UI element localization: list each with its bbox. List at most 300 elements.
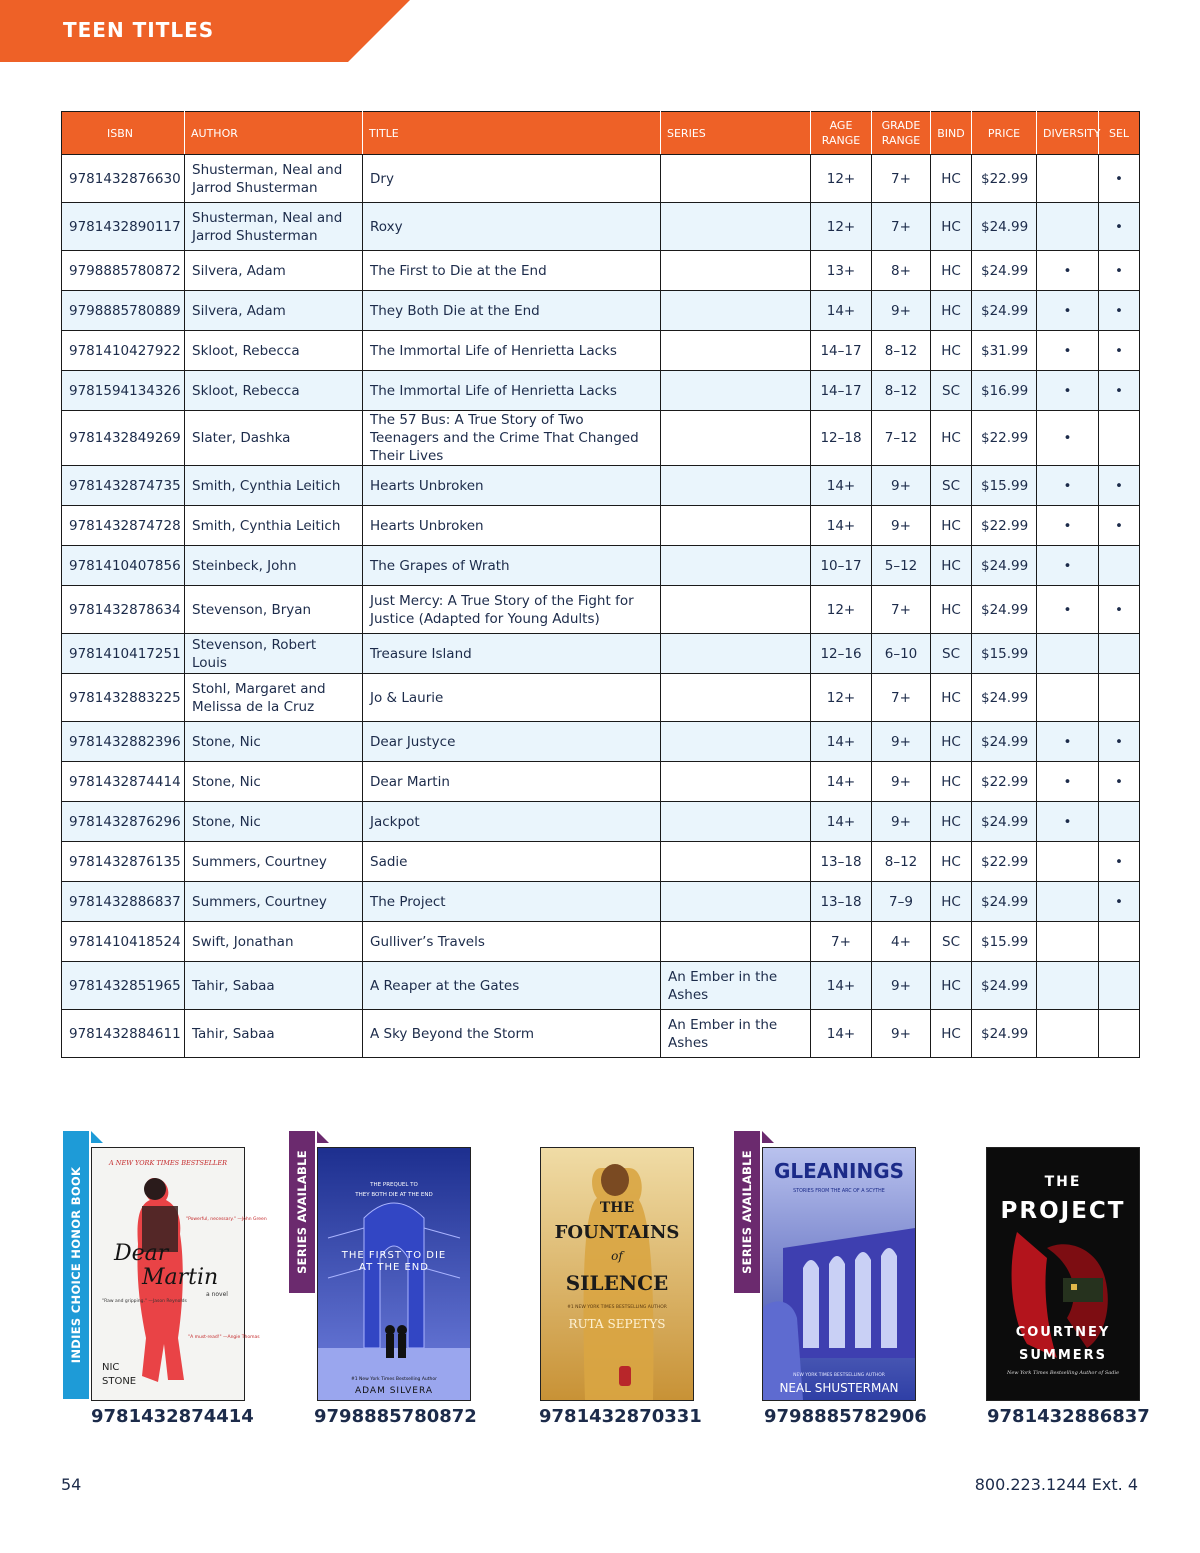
page-number: 54 [61,1475,82,1494]
cell-isbn: 9781432876296 [62,802,185,842]
cell-bind: HC [931,842,972,882]
cell-title: A Sky Beyond the Storm [363,1010,661,1058]
cell-sel: • [1099,722,1140,762]
cell-price: $15.99 [972,922,1037,962]
cell-bind: SC [931,371,972,411]
cover-art-first-to-die [318,1148,470,1400]
cell-age: 14+ [811,1010,872,1058]
cell-title: Hearts Unbroken [363,506,661,546]
cell-grade: 9+ [872,722,931,762]
cell-title: They Both Die at the End [363,291,661,331]
cell-price: $24.99 [972,203,1037,251]
table-row [62,411,1140,466]
cell-sel: • [1099,371,1140,411]
cell-age: 14+ [811,466,872,506]
table-row [62,546,1140,586]
cover-blurb-3: "A must-read!" —Angie Thomas [188,1335,260,1340]
cover-art-dear-martin [92,1148,267,1400]
cell-series [661,634,811,674]
cell-sel [1099,922,1140,962]
cell-diversity: • [1037,762,1099,802]
cell-author: Swift, Jonathan [185,922,363,962]
cell-diversity [1037,922,1099,962]
cell-bind: SC [931,922,972,962]
cell-grade: 9+ [872,1010,931,1058]
cell-age: 12+ [811,586,872,634]
cell-bind: HC [931,203,972,251]
cell-price: $22.99 [972,762,1037,802]
cell-series [661,331,811,371]
badge-corner-icon [89,1131,103,1143]
cell-author: Silvera, Adam [185,251,363,291]
cell-diversity [1037,674,1099,722]
cell-age: 12+ [811,203,872,251]
cell-sel [1099,962,1140,1010]
cell-grade: 9+ [872,466,931,506]
cell-isbn: 9781432874735 [62,466,185,506]
cell-bind: HC [931,251,972,291]
cell-isbn: 9781432878634 [62,586,185,634]
cover-byline: #1 New York Times Bestselling Author [350,1377,438,1382]
table-row [62,203,1140,251]
featured-isbn-5: 9781432886837 [987,1406,1150,1427]
cover-title-line1: THE [1044,1174,1082,1190]
cell-diversity [1037,1010,1099,1058]
featured-isbn-4: 9798885782906 [764,1406,927,1427]
cover-art-the-project [987,1148,1139,1400]
cell-author: Stone, Nic [185,802,363,842]
cell-isbn: 9781410418524 [62,922,185,962]
cell-sel: • [1099,466,1140,506]
cell-isbn: 9781432874728 [62,506,185,546]
cell-title: The Project [363,882,661,922]
cell-grade: 7–9 [872,882,931,922]
cell-price: $22.99 [972,506,1037,546]
cell-age: 14–17 [811,331,872,371]
cell-bind: HC [931,1010,972,1058]
table-row [62,155,1140,203]
cell-isbn: 9781432884611 [62,1010,185,1058]
cell-age: 14+ [811,722,872,762]
cell-series [661,546,811,586]
cell-isbn: 9781432849269 [62,411,185,466]
cell-grade: 9+ [872,506,931,546]
cell-bind: HC [931,291,972,331]
table-header-row [62,112,1140,155]
table-row [62,506,1140,546]
cover-byline: #1 NEW YORK TIMES BESTSELLING AUTHOR [567,1305,667,1310]
cell-age: 14+ [811,802,872,842]
cover-top-line1: THE PREQUEL TO [370,1182,418,1188]
cell-sel: • [1099,291,1140,331]
cover-author: RUTA SEPETYS [568,1317,666,1331]
cover-title-line2: PROJECT [1000,1198,1126,1224]
cell-series [661,291,811,331]
cell-diversity: • [1037,506,1099,546]
cell-sel [1099,674,1140,722]
cell-price: $22.99 [972,842,1037,882]
cover-dear-martin [91,1147,267,1401]
badge-corner-icon [315,1131,329,1143]
cell-age: 12–18 [811,411,872,466]
table-row [62,842,1140,882]
cell-diversity [1037,155,1099,203]
cover-first-to-die [317,1147,471,1401]
cell-bind: HC [931,802,972,842]
cell-series [661,155,811,203]
cell-isbn: 9798885780889 [62,291,185,331]
table-row [62,586,1140,634]
cell-author: Stone, Nic [185,762,363,802]
cell-isbn: 9781432876630 [62,155,185,203]
cell-sel: • [1099,155,1140,203]
cell-isbn: 9781432890117 [62,203,185,251]
cell-bind: HC [931,762,972,802]
cell-diversity [1037,962,1099,1010]
cell-isbn: 9781432883225 [62,674,185,722]
cell-grade: 4+ [872,922,931,962]
cover-blurb-2: "Raw and gripping." —Jason Reynolds [102,1299,187,1304]
table-row [62,371,1140,411]
cell-bind: SC [931,466,972,506]
cell-bind: HC [931,411,972,466]
cell-grade: 9+ [872,802,931,842]
table-row [62,922,1140,962]
column-header-sel: SEL [1099,112,1140,155]
cell-author: Slater, Dashka [185,411,363,466]
cell-diversity: • [1037,371,1099,411]
cell-isbn: 9781432874414 [62,762,185,802]
cell-title: Dear Martin [363,762,661,802]
cell-author: Stone, Nic [185,722,363,762]
cell-author: Stevenson, Robert Louis [185,634,363,674]
table-row [62,722,1140,762]
cell-sel [1099,411,1140,466]
featured-isbn-2: 9798885780872 [314,1406,477,1427]
table-row [62,251,1140,291]
cover-title-line4: SILENCE [565,1271,669,1295]
cell-grade: 7+ [872,203,931,251]
cell-author: Skloot, Rebecca [185,371,363,411]
cell-title: Sadie [363,842,661,882]
cell-grade: 7+ [872,155,931,203]
cell-author: Smith, Cynthia Leitich [185,506,363,546]
cell-isbn: 9781410427922 [62,331,185,371]
cover-blurb-1: "Powerful, necessary." —John Green [186,1217,267,1222]
cell-age: 14+ [811,762,872,802]
column-header-isbn: ISBN [62,112,185,155]
cell-bind: HC [931,155,972,203]
cell-diversity: • [1037,411,1099,466]
cell-title: The Grapes of Wrath [363,546,661,586]
cell-isbn: 9781432876135 [62,842,185,882]
badge-label: INDIES CHOICE HONOR BOOK [69,1166,83,1364]
cell-title: The 57 Bus: A True Story of Two Teenagers and the Crime That Changed Their Lives [363,411,661,466]
cell-series [661,882,811,922]
cell-age: 12+ [811,674,872,722]
table-row [62,962,1140,1010]
cell-grade: 7–12 [872,411,931,466]
cell-series [661,842,811,882]
cell-isbn: 9781432886837 [62,882,185,922]
badge-series-available [734,1131,760,1293]
cell-age: 14+ [811,962,872,1010]
cell-bind: HC [931,882,972,922]
cell-price: $24.99 [972,962,1037,1010]
cell-isbn: 9781410407856 [62,546,185,586]
table-body [62,155,1140,1058]
cell-sel [1099,634,1140,674]
cover-author: NEAL SHUSTERMAN [779,1381,899,1395]
table-row [62,762,1140,802]
cell-title: A Reaper at the Gates [363,962,661,1010]
phone-number: 800.223.1244 Ext. 4 [974,1475,1138,1494]
badge-label: SERIES AVAILABLE [740,1150,754,1274]
cell-author: Shusterman, Neal and Jarrod Shusterman [185,155,363,203]
cell-title: Treasure Island [363,634,661,674]
cell-sel: • [1099,203,1140,251]
cell-series [661,203,811,251]
cell-series [661,466,811,506]
cell-isbn: 9781594134326 [62,371,185,411]
cell-diversity [1037,842,1099,882]
cell-series [661,922,811,962]
table-row [62,331,1140,371]
cell-sel: • [1099,882,1140,922]
cover-author: ADAM SILVERA [355,1386,433,1396]
cell-price: $22.99 [972,411,1037,466]
cover-fountains-of-silence [540,1147,694,1401]
cell-diversity: • [1037,586,1099,634]
cover-byline: NEW YORK TIMES BESTSELLING AUTHOR [793,1373,885,1378]
column-header-bind: BIND [931,112,972,155]
cell-series [661,251,811,291]
table-row [62,634,1140,674]
cell-diversity: • [1037,251,1099,291]
cover-title: GLEANINGS [773,1159,905,1183]
cell-diversity [1037,634,1099,674]
cell-age: 13+ [811,251,872,291]
cell-sel [1099,802,1140,842]
cell-grade: 6–10 [872,634,931,674]
cell-price: $24.99 [972,291,1037,331]
cover-title-line2: Martin [142,1265,219,1290]
cell-grade: 5–12 [872,546,931,586]
cell-title: Jo & Laurie [363,674,661,722]
cover-author-line2: SUMMERS [1018,1348,1108,1363]
table-row [62,1010,1140,1058]
cell-series [661,722,811,762]
table-row [62,291,1140,331]
cell-age: 13–18 [811,842,872,882]
cell-sel: • [1099,762,1140,802]
cell-diversity [1037,203,1099,251]
cell-title: The Immortal Life of Henrietta Lacks [363,331,661,371]
badge-indies-choice [63,1131,89,1399]
featured-isbn-3: 9781432870331 [539,1406,702,1427]
cell-grade: 9+ [872,962,931,1010]
cell-bind: HC [931,331,972,371]
cell-sel: • [1099,586,1140,634]
cell-diversity: • [1037,466,1099,506]
cell-series: An Ember in the Ashes [661,962,811,1010]
cell-grade: 9+ [872,762,931,802]
cell-sel: • [1099,842,1140,882]
cell-title: The Immortal Life of Henrietta Lacks [363,371,661,411]
cover-title-line2: FOUNTAINS [554,1222,680,1243]
cell-series [661,371,811,411]
cell-price: $24.99 [972,674,1037,722]
cell-age: 14+ [811,506,872,546]
cell-author: Shusterman, Neal and Jarrod Shusterman [185,203,363,251]
cell-bind: HC [931,722,972,762]
cover-gleanings [762,1147,916,1401]
table-row [62,466,1140,506]
featured-isbn-1: 9781432874414 [91,1406,254,1427]
cover-top-line2: THEY BOTH DIE AT THE END [355,1192,433,1198]
cell-price: $24.99 [972,802,1037,842]
cell-sel [1099,546,1140,586]
cell-grade: 9+ [872,291,931,331]
cell-series [661,762,811,802]
column-header-grade-range: GRADE RANGE [872,112,931,155]
cover-title-line1: THE [599,1200,635,1216]
cell-isbn: 9781410417251 [62,634,185,674]
cell-grade: 8+ [872,251,931,291]
cell-age: 13–18 [811,882,872,922]
cell-grade: 7+ [872,586,931,634]
column-header-age-range: AGE RANGE [811,112,872,155]
cover-title-line2: AT THE END [359,1262,429,1273]
cell-grade: 8–12 [872,371,931,411]
cell-diversity: • [1037,802,1099,842]
cell-price: $24.99 [972,546,1037,586]
cell-age: 12–16 [811,634,872,674]
cover-title-line1: THE FIRST TO DIE [341,1250,447,1261]
cell-price: $24.99 [972,1010,1037,1058]
column-header-diversity: DIVERSITY [1037,112,1099,155]
cell-author: Steinbeck, John [185,546,363,586]
cell-price: $24.99 [972,722,1037,762]
cell-series [661,506,811,546]
cell-diversity: • [1037,331,1099,371]
cell-diversity: • [1037,546,1099,586]
cell-bind: SC [931,634,972,674]
cell-isbn: 9781432882396 [62,722,185,762]
cell-title: Jackpot [363,802,661,842]
cell-age: 12+ [811,155,872,203]
cover-title-line3: of [611,1249,623,1263]
cover-author-line1: NIC [102,1362,120,1373]
cell-bind: HC [931,674,972,722]
section-banner [0,0,410,62]
cell-price: $24.99 [972,586,1037,634]
cell-series [661,802,811,842]
badge-corner-icon [760,1131,774,1143]
cell-price: $22.99 [972,155,1037,203]
cell-grade: 8–12 [872,331,931,371]
cell-title: Dry [363,155,661,203]
cell-series: An Ember in the Ashes [661,1010,811,1058]
table-row [62,674,1140,722]
cell-isbn: 9798885780872 [62,251,185,291]
cell-author: Tahir, Sabaa [185,1010,363,1058]
cover-author-line2: STONE [102,1376,137,1387]
cell-age: 14–17 [811,371,872,411]
column-header-author: AUTHOR [185,112,363,155]
cell-diversity [1037,882,1099,922]
cell-title: Just Mercy: A True Story of the Fight for Justice (Adapted for Young Adults) [363,586,661,634]
cell-sel: • [1099,251,1140,291]
cover-byline: New York Times Bestselling Author of Sadie [1006,1370,1120,1376]
cell-title: The First to Die at the End [363,251,661,291]
cell-series [661,586,811,634]
cover-the-project [986,1147,1140,1401]
cell-title: Roxy [363,203,661,251]
cell-diversity: • [1037,722,1099,762]
cell-author: Smith, Cynthia Leitich [185,466,363,506]
cell-author: Silvera, Adam [185,291,363,331]
cell-diversity: • [1037,291,1099,331]
cell-price: $15.99 [972,634,1037,674]
cell-price: $16.99 [972,371,1037,411]
cell-price: $31.99 [972,331,1037,371]
cell-author: Summers, Courtney [185,842,363,882]
cover-subtitle: STORIES FROM THE ARC OF A SCYTHE [793,1189,885,1194]
cover-author-line1: COURTNEY [1015,1325,1111,1340]
cell-author: Stevenson, Bryan [185,586,363,634]
cell-price: $15.99 [972,466,1037,506]
table-row [62,882,1140,922]
cell-price: $24.99 [972,251,1037,291]
cell-age: 14+ [811,291,872,331]
column-header-series: SERIES [661,112,811,155]
section-title: TEEN TITLES [63,18,215,42]
cover-art-fountains [541,1148,693,1400]
table-row [62,802,1140,842]
cell-bind: HC [931,546,972,586]
cell-author: Stohl, Margaret and Melissa de la Cruz [185,674,363,722]
cell-isbn: 9781432851965 [62,962,185,1010]
cover-subtitle: a novel [206,1291,228,1298]
cell-sel: • [1099,331,1140,371]
cover-title-line1: Dear [114,1241,169,1266]
cell-author: Skloot, Rebecca [185,331,363,371]
catalog-table [61,111,1140,1058]
cell-series [661,674,811,722]
cell-price: $24.99 [972,882,1037,922]
cell-age: 7+ [811,922,872,962]
cover-art-gleanings [763,1148,915,1400]
cell-series [661,411,811,466]
cover-top-line: A NEW YORK TIMES BESTSELLER [109,1159,227,1167]
cell-sel [1099,1010,1140,1058]
badge-label: SERIES AVAILABLE [295,1150,309,1274]
cell-title: Dear Justyce [363,722,661,762]
cell-bind: HC [931,506,972,546]
cell-sel: • [1099,506,1140,546]
column-header-price: PRICE [972,112,1037,155]
cell-title: Hearts Unbroken [363,466,661,506]
column-header-title: TITLE [363,112,661,155]
cell-bind: HC [931,586,972,634]
cell-grade: 7+ [872,674,931,722]
cell-bind: HC [931,962,972,1010]
cell-title: Gulliver’s Travels [363,922,661,962]
cell-author: Tahir, Sabaa [185,962,363,1010]
badge-series-available [289,1131,315,1293]
cell-grade: 8–12 [872,842,931,882]
